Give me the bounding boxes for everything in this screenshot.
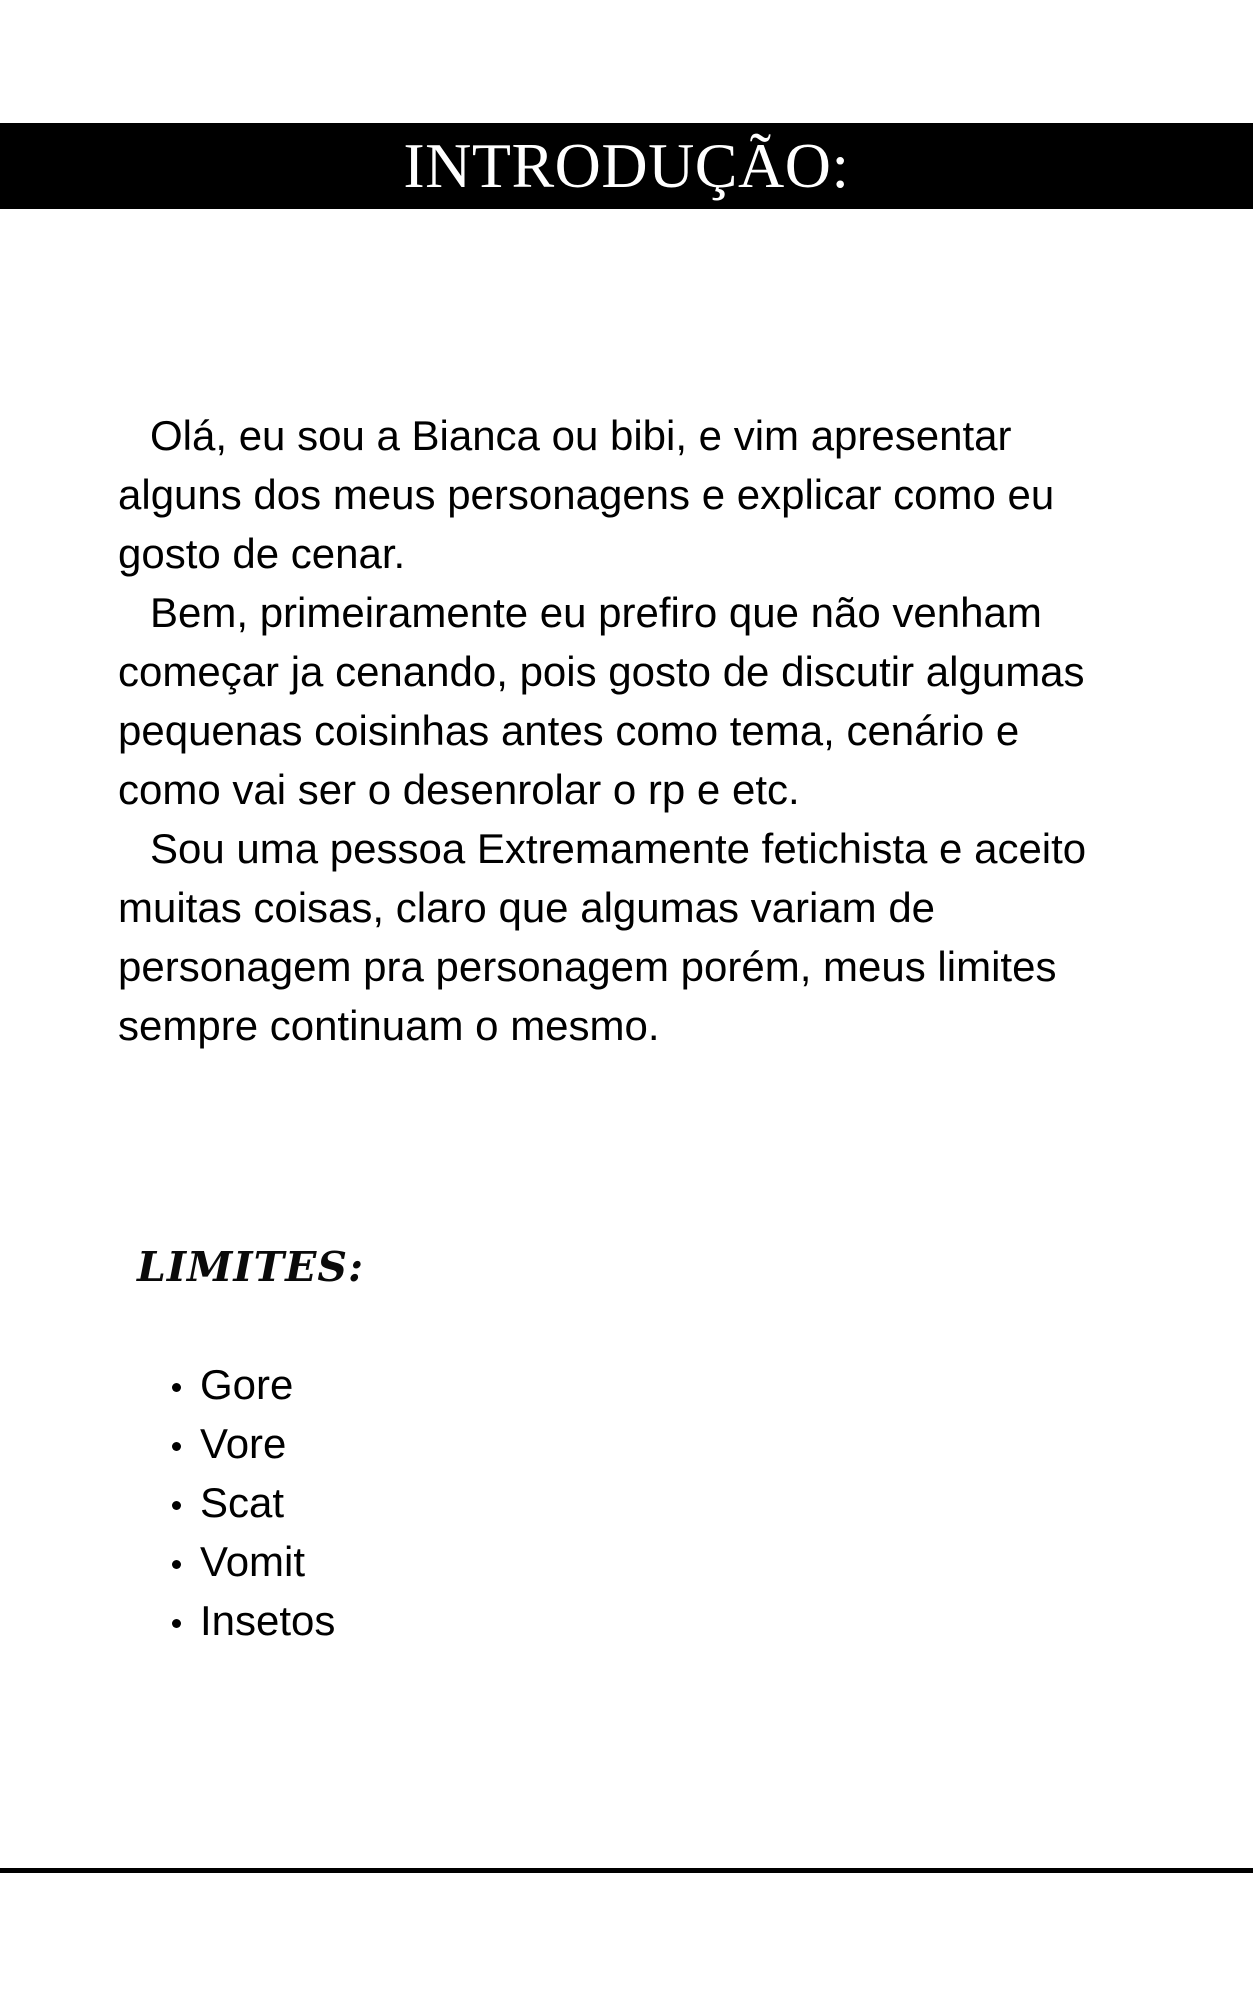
intro-line: alguns dos meus personagens e explicar como eu	[118, 471, 1055, 518]
intro-line: começar ja cenando, pois gosto de discutir algumas	[118, 648, 1085, 695]
limits-heading: LIMITES:	[137, 1243, 365, 1291]
list-item-label: Vomit	[200, 1538, 306, 1585]
list-item-label: Vore	[200, 1420, 287, 1467]
bullet-icon	[172, 1383, 181, 1392]
intro-line: Olá, eu sou a Bianca ou bibi, e vim apresentar	[150, 412, 1012, 459]
intro-text-block	[118, 406, 1138, 1055]
list-item	[172, 1355, 335, 1414]
page-title: INTRODUÇÃO:	[403, 130, 850, 201]
intro-line: gosto de cenar.	[118, 530, 406, 577]
list-item	[172, 1532, 335, 1591]
intro-line: pequenas coisinhas antes como tema, cenário e	[118, 707, 1020, 754]
intro-line: Sou uma pessoa Extremamente fetichista e aceito	[150, 825, 1087, 872]
intro-line: personagem pra personagem porém, meus limites	[118, 943, 1057, 990]
list-item-label: Insetos	[200, 1597, 336, 1644]
title-banner	[0, 123, 1253, 209]
list-item	[172, 1473, 335, 1532]
list-item-label: Scat	[200, 1479, 285, 1526]
bullet-icon	[172, 1442, 181, 1451]
intro-line: sempre continuam o mesmo.	[118, 1002, 660, 1049]
horizontal-divider	[0, 1868, 1253, 1873]
bullet-icon	[172, 1501, 181, 1510]
bullet-icon	[172, 1619, 181, 1628]
list-item	[172, 1414, 335, 1473]
intro-line: como vai ser o desenrolar o rp e etc.	[118, 766, 800, 813]
limits-list	[172, 1355, 335, 1650]
intro-line: Bem, primeiramente eu prefiro que não venham	[150, 589, 1042, 636]
intro-line: muitas coisas, claro que algumas variam de	[118, 884, 936, 931]
list-item-label: Gore	[200, 1361, 294, 1408]
list-item	[172, 1591, 335, 1650]
bullet-icon	[172, 1560, 181, 1569]
